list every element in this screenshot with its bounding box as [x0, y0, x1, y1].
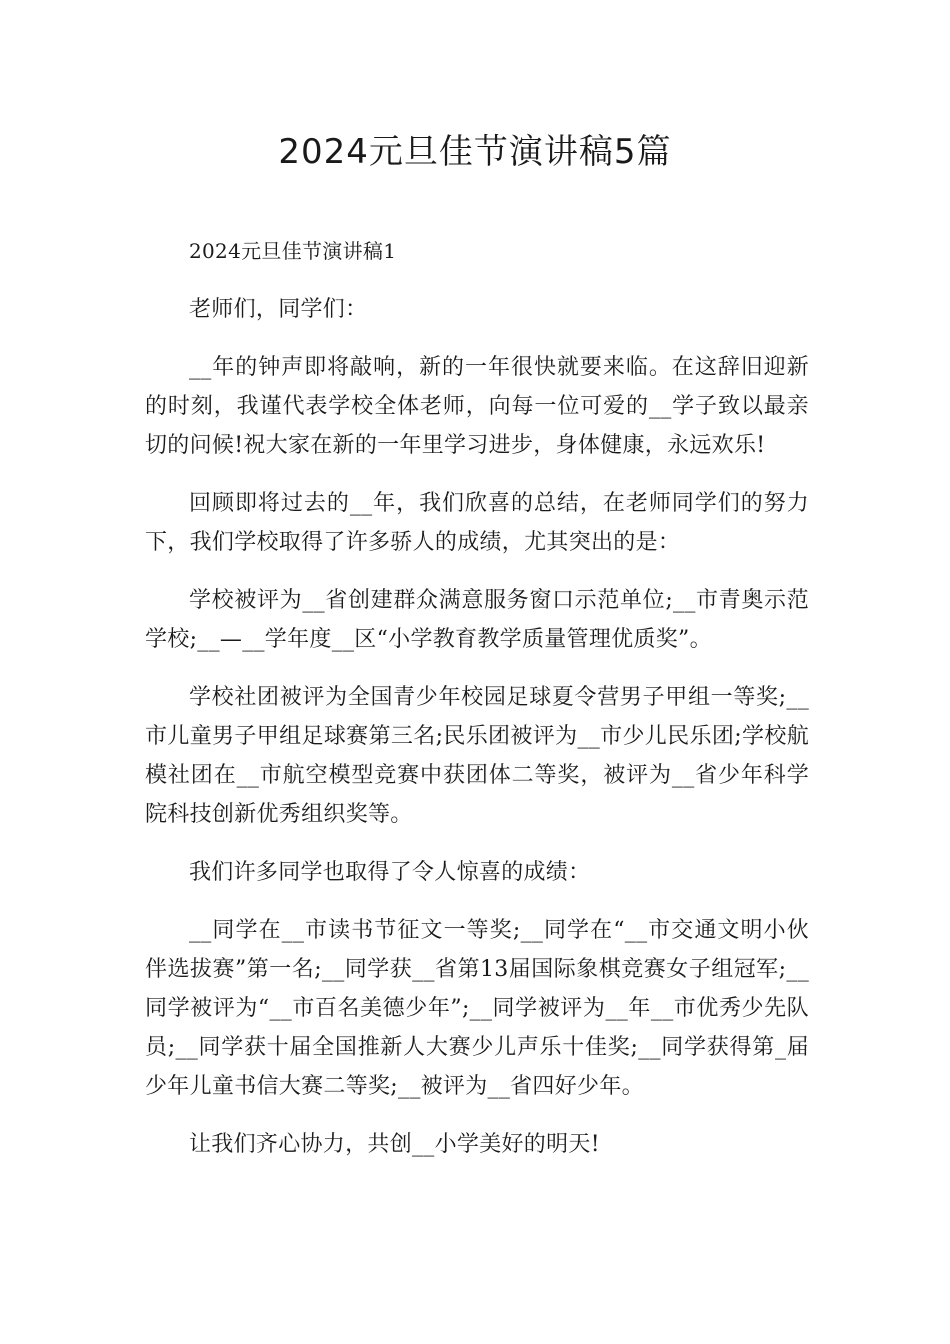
body-paragraph: 学校被评为__省创建群众满意服务窗口示范单位;__市青奥示范学校;__—__学年度__区“小学教育教学质量管理优质奖”。 [145, 588, 809, 652]
document-title: 2024元旦佳节演讲稿5篇 [278, 132, 672, 172]
body-paragraph: __年的钟声即将敲响，新的一年很快就要来临。在这辞旧迎新的时刻，我谨代表学校全体老师，向每一位可爱的__学子致以最亲切的问候!祝大家在新的一年里学习进步，身体健康，永远欢乐! [145, 355, 809, 458]
body-paragraph: 学校社团被评为全国青少年校园足球夏令营男子甲组一等奖;__市儿童男子甲组足球赛第三名;民乐团被评为__市少儿民乐团;学校航模社团在__市航空模型竞赛中获团体二等奖，被评为__省少年科学院科技创新优秀组织奖等。 [145, 685, 809, 827]
document-body [145, 232, 809, 1183]
body-paragraph: 我们许多同学也取得了令人惊喜的成绩： [189, 860, 591, 885]
salutation-paragraph: 老师们，同学们： [189, 297, 368, 322]
closing-paragraph: 让我们齐心协力，共创__小学美好的明天! [189, 1132, 600, 1157]
body-paragraph: 回顾即将过去的__年，我们欣喜的总结，在老师同学们的努力下，我们学校取得了许多骄人的成绩，尤其突出的是： [145, 491, 809, 555]
section-heading: 2024元旦佳节演讲稿1 [189, 239, 397, 263]
body-paragraph: __同学在__市读书节征文一等奖;__同学在“__市交通文明小伙伴选拔赛”第一名;__同学获__省第13届国际象棋竞赛女子组冠军;__同学被评为“__市百名美德少年”;__同学被评为__年__市优秀少先队员;__同学获十届全国推新人大赛少儿声乐十佳奖;__同学获得第_届少年儿童书信大赛二等奖;__被评为__省四好少年。 [145, 918, 809, 1099]
